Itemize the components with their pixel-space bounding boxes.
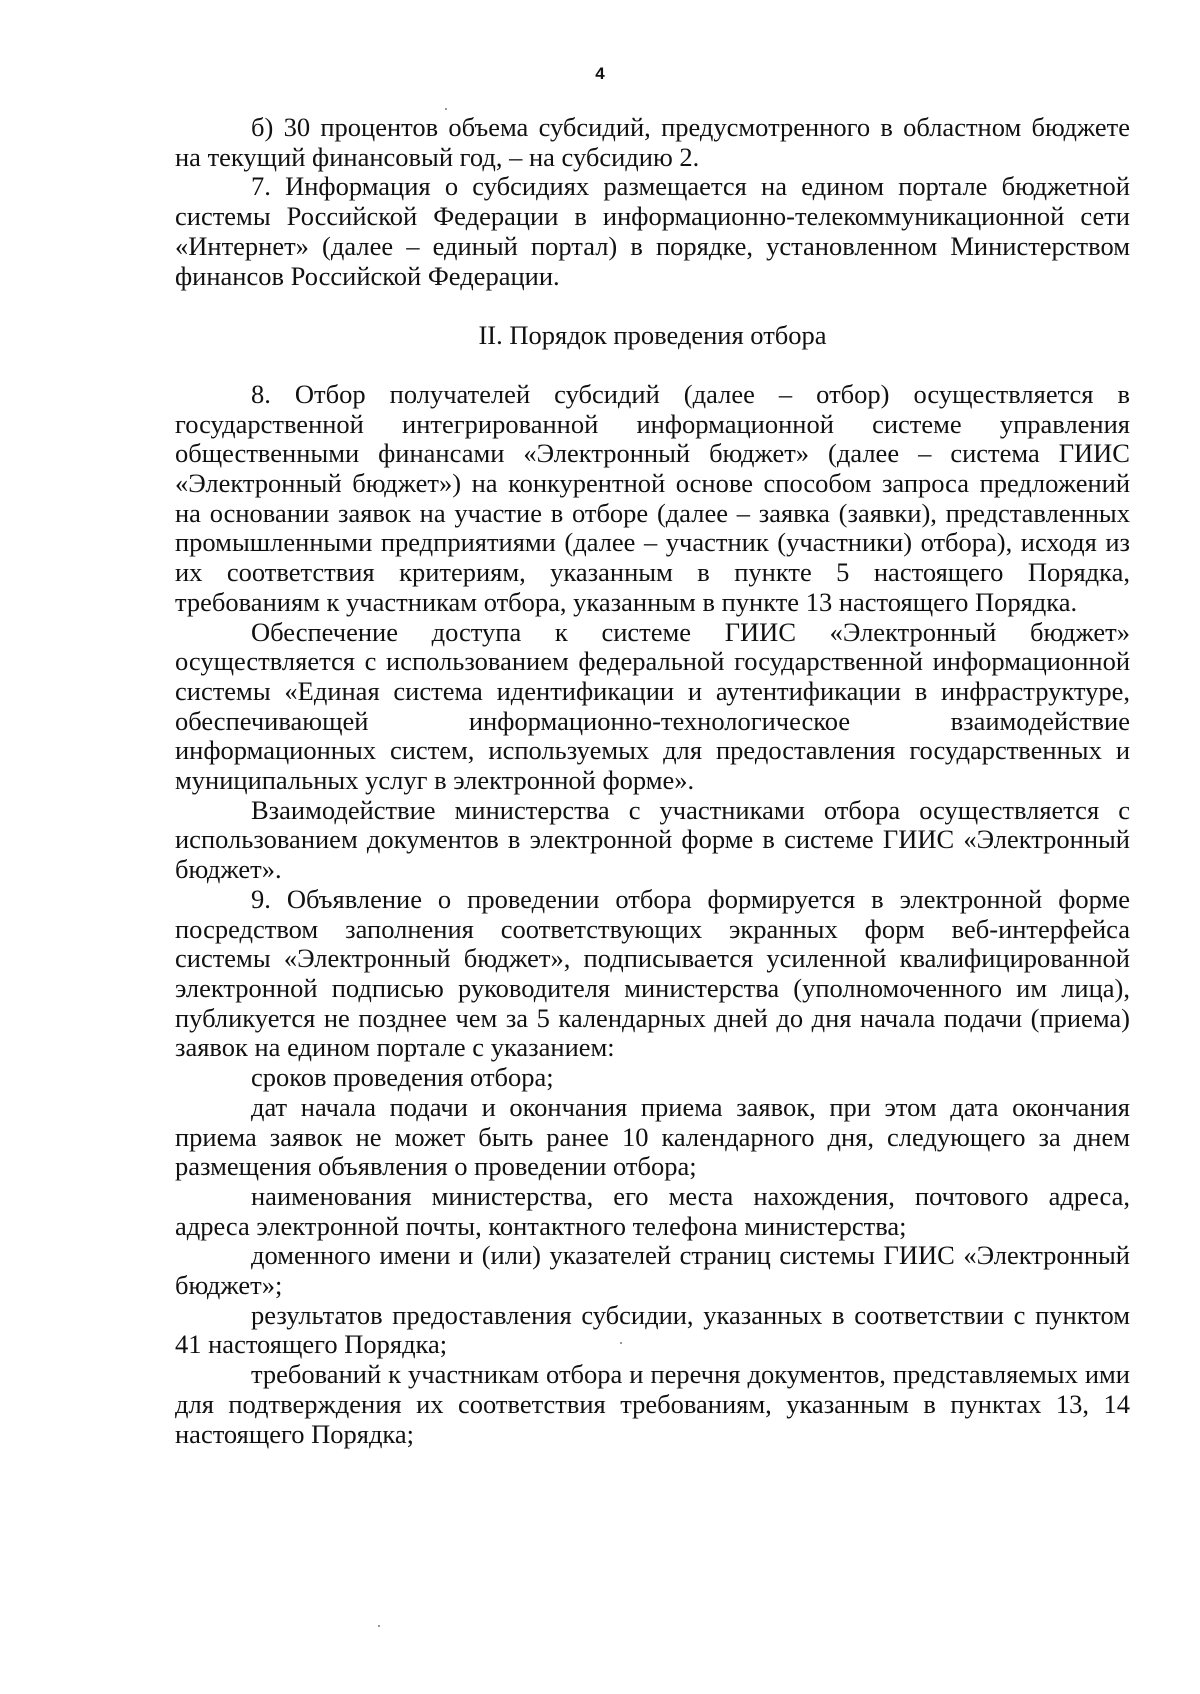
paragraph-subsidy-b: б) 30 процентов объема субсидий, предусмотренного в областном бюджете на текущий финансовый год, – на субсидию 2.: [175, 112, 1130, 172]
paragraph-interaction: Взаимодействие министерства с участниками отбора осуществляется с использованием документов в электронной форме в системе ГИИС «Электронный бюджет».: [175, 794, 1130, 885]
page-number: 4: [595, 64, 605, 83]
list-item-dates: дат начала подачи и окончания приема заявок, при этом дата окончания приема заявок не может быть ранее 10 календарного дня, следующего за днем размещения объявления о проведении отбора;: [175, 1091, 1130, 1182]
list-item-deadlines: сроков проведения отбора;: [251, 1062, 554, 1093]
paragraph-7: 7. Информация о субсидиях размещается на едином портале бюджетной системы Российской Федерации в информационно-телекоммуникационной сети «Интернет» (далее – единый портал) в порядке, установленном Министерством финансов Российской Федерации.: [175, 171, 1130, 291]
paragraph-access: Обеспечение доступа к системе ГИИС «Электронный бюджет» осуществляется с использованием федеральной государственной информационной системы «Единая система идентификации и аутентификации в инфраструктуре, обеспечивающей информационно-технологическое взаимодействие информационных систем, используемых для предоставления государственных и муниципальных услуг в электронной форме».: [175, 616, 1130, 796]
section-heading: II. Порядок проведения отбора: [478, 320, 827, 351]
scan-speck: [620, 1342, 622, 1344]
paragraph-9: 9. Объявление о проведении отбора формируется в электронной форме посредством заполнения соответствующих экранных форм веб-интерфейса системы «Электронный бюджет», подписывается усиленной квалифицированной электронной подписью руководителя министерства (уполномоченного им лица), публикуется не позднее чем за 5 календарных дней до дня начала подачи (приема) заявок на едином портале с указанием:: [175, 883, 1130, 1063]
document-body: [175, 113, 1130, 1449]
list-item-ministry-info: наименования министерства, его места нахождения, почтового адреса, адреса электронной почты, контактного телефона министерства;: [175, 1180, 1130, 1241]
list-item-domain: доменного имени и (или) указателей страниц системы ГИИС «Электронный бюджет»;: [175, 1240, 1130, 1301]
scan-speck: [445, 108, 447, 110]
paragraph-8: 8. Отбор получателей субсидий (далее – отбор) осуществляется в государственной интегрированной информационной системе управления общественными финансами «Электронный бюджет» (далее – система ГИИС «Электронный бюджет») на конкурентной основе способом запроса предложений на основании заявок на участие в отборе (далее – заявка (заявки), представленных промышленными предприятиями (далее – участник (участники) отбора), исходя из их соответствия критериям, указанным в пункте 5 настоящего Порядка, требованиям к участникам отбора, указанным в пункте 13 настоящего Порядка.: [175, 378, 1130, 617]
list-item-requirements: требований к участникам отбора и перечня документов, представляемых ими для подтверждения их соответствия требованиям, указанным в пунктах 13, 14 настоящего Порядка;: [175, 1359, 1130, 1449]
scan-speck: [378, 1625, 380, 1627]
list-item-results: результатов предоставления субсидии, указанных в соответствии с пунктом 41 настоящего Порядка;: [175, 1299, 1130, 1360]
